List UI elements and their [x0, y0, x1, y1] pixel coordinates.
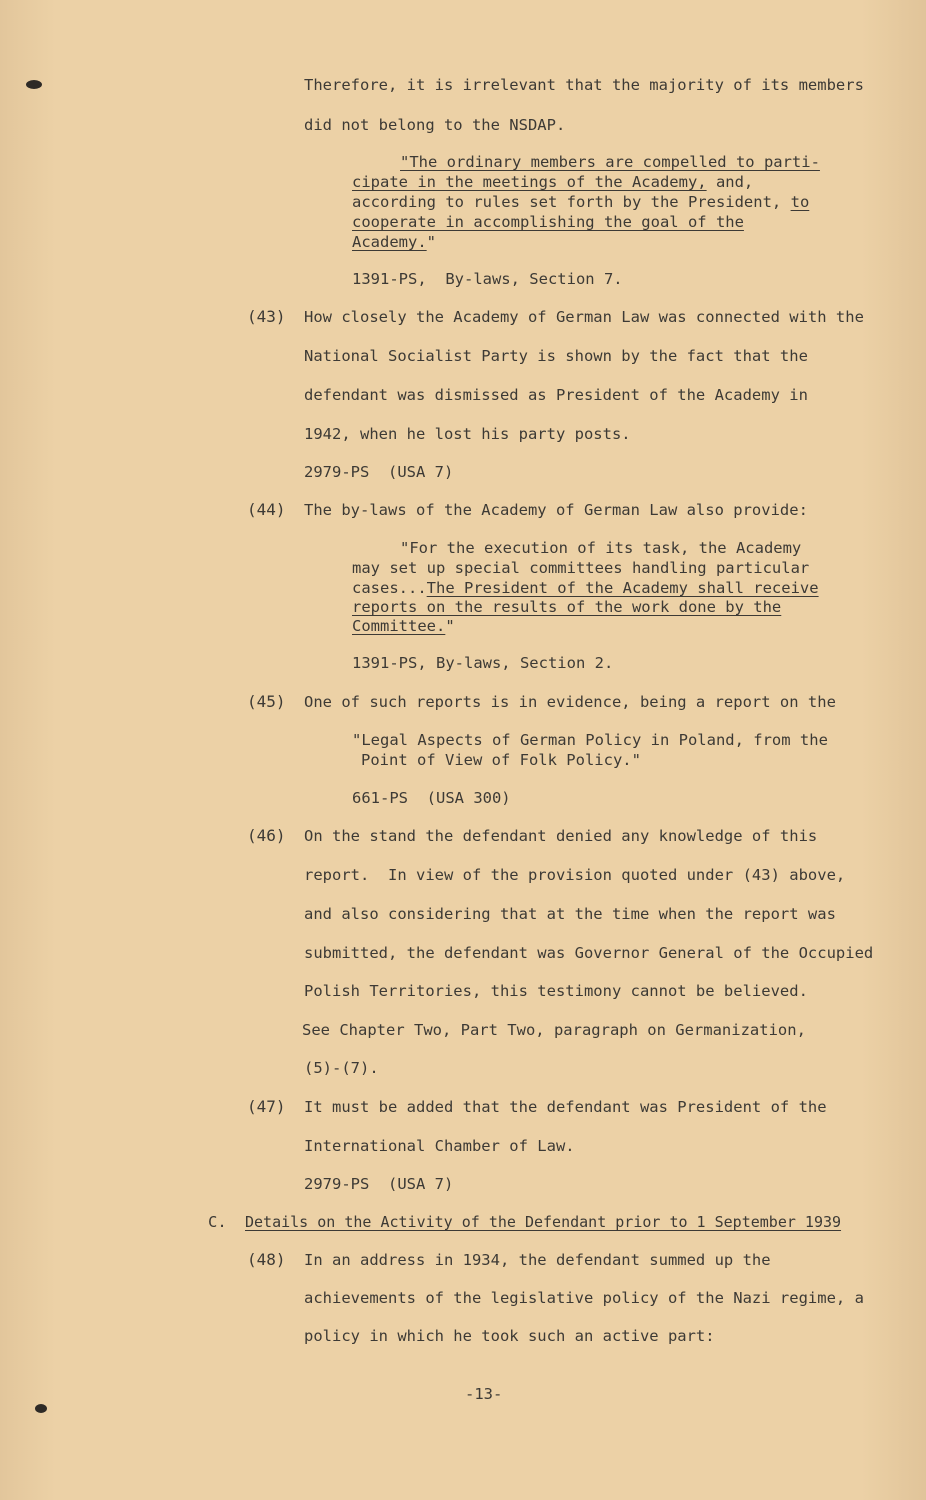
underlined-text: to — [790, 193, 810, 211]
quote-text: cases... — [352, 579, 427, 597]
body-line: See Chapter Two, Part Two, paragraph on Germanization, — [302, 1021, 806, 1039]
underlined-text: Academy. — [352, 233, 427, 251]
citation: 1391-PS, By-laws, Section 7. — [352, 270, 623, 288]
body-line: One of such reports is in evidence, being a report on the — [304, 693, 836, 711]
ink-speck — [26, 80, 42, 89]
body-line: did not belong to the NSDAP. — [304, 116, 566, 134]
quote-line — [352, 173, 753, 191]
quote-line — [352, 598, 781, 616]
citation: 2979-PS (USA 7) — [304, 1175, 454, 1193]
underlined-text: Committee. — [352, 617, 446, 635]
quote-text: and, — [706, 173, 754, 191]
body-line: submitted, the defendant was Governor General of the Occupied — [304, 944, 874, 962]
paragraph-number: (43) — [247, 307, 286, 326]
paragraph-number: (46) — [247, 826, 286, 845]
body-line: 1942, when he lost his party posts. — [304, 425, 631, 443]
citation: 661-PS (USA 300) — [352, 789, 511, 807]
underlined-text: cooperate in accomplishing the goal of the — [352, 213, 744, 231]
body-line: On the stand the defendant denied any knowledge of this — [304, 827, 818, 845]
quote-text: " — [426, 233, 436, 251]
quote-line — [352, 233, 436, 251]
body-line: Polish Territories, this testimony cannot be believed. — [304, 982, 808, 1000]
body-line: National Socialist Party is shown by the fact that the — [304, 347, 808, 365]
underlined-text: Details on the Activity of the Defendant prior to 1 September 1939 — [245, 1213, 842, 1231]
body-line: How closely the Academy of German Law was connected with the — [304, 308, 864, 326]
body-line: It must be added that the defendant was President of the — [304, 1098, 827, 1116]
quote-line — [352, 213, 744, 231]
body-line: achievements of the legislative policy of the Nazi regime, a — [304, 1289, 864, 1307]
body-line: The by-laws of the Academy of German Law also provide: — [304, 501, 808, 519]
underlined-text: cipate in the meetings of the Academy, — [352, 173, 707, 191]
quote-line: "Legal Aspects of German Policy in Poland, from the — [352, 731, 828, 749]
body-line: defendant was dismissed as President of the Academy in — [304, 386, 808, 404]
quote-text: according to rules set forth by the President, — [352, 193, 791, 211]
underlined-text: reports on the results of the work done by the — [352, 598, 782, 616]
paragraph-number: (44) — [247, 500, 286, 519]
paragraph-number: (45) — [247, 692, 286, 711]
page-number: -13- — [465, 1385, 503, 1403]
quote-text: " — [445, 617, 455, 635]
quote-line — [352, 193, 809, 211]
body-line: and also considering that at the time when the report was — [304, 905, 836, 923]
quote-line — [352, 579, 819, 597]
underlined-text: "The ordinary members are compelled to parti- — [400, 153, 820, 171]
underlined-text: The President of the Academy shall receive — [426, 579, 819, 597]
citation: 1391-PS, By-laws, Section 2. — [352, 654, 614, 672]
ink-speck — [35, 1404, 47, 1413]
body-line: report. In view of the provision quoted under (43) above, — [304, 866, 846, 884]
quote-line: Point of View of Folk Policy." — [361, 751, 641, 769]
body-line: International Chamber of Law. — [304, 1137, 575, 1155]
quote-line — [352, 617, 455, 635]
quote-line: "For the execution of its task, the Academy — [400, 539, 802, 557]
body-line: (5)-(7). — [304, 1059, 379, 1077]
quote-line: may set up special committees handling particular — [352, 559, 810, 577]
body-line: In an address in 1934, the defendant summed up the — [304, 1251, 771, 1269]
body-line: policy in which he took such an active part: — [304, 1327, 715, 1345]
citation: 2979-PS (USA 7) — [304, 463, 454, 481]
paragraph-number: (47) — [247, 1097, 286, 1116]
section-heading — [245, 1213, 841, 1231]
section-label: C. — [208, 1213, 227, 1231]
paragraph-number: (48) — [247, 1250, 286, 1269]
body-line: Therefore, it is irrelevant that the majority of its members — [304, 76, 864, 94]
quote-line — [400, 153, 820, 171]
